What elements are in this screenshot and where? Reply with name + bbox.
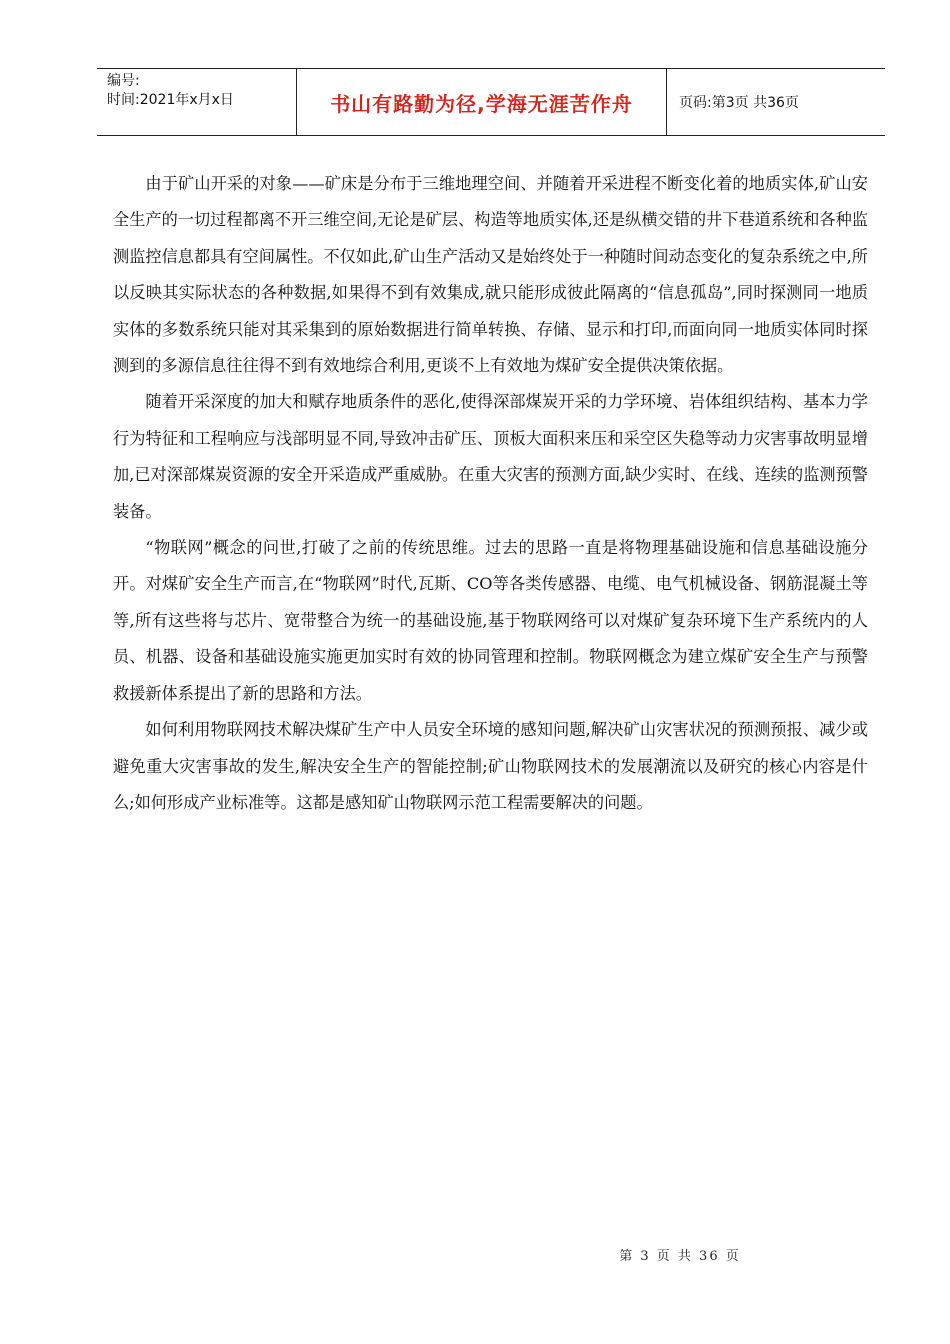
- header-page-code: 页码:第3页 共36页: [679, 95, 799, 111]
- header-meta: [97, 69, 297, 135]
- body-paragraph-4: 如何利用物联网技术解决煤矿生产中人员安全环境的感知问题,解决矿山灾害状况的预测预报、减少或避免重大灾害事故的发生,解决安全生产的智能控制;矿山物联网技术的发展潮流以及研究的核心内容是什么;如何形成产业标准等。这都是感知矿山物联网示范工程需要解决的问题。: [113, 720, 868, 812]
- document-time-label: 时间:2021年x月x日: [107, 92, 234, 108]
- page-footer: 第 3 页 共 36 页: [619, 1249, 741, 1264]
- page-header: [97, 68, 885, 136]
- header-motto: 书山有路勤为径,学海无涯苦作舟: [297, 69, 667, 135]
- body-paragraph-2: 随着开采深度的加大和赋存地质条件的恶化,使得深部煤炭开采的力学环境、岩体组织结构、基本力学行为特征和工程响应与浅部明显不同,导致冲击矿压、顶板大面积来压和采空区失稳等动力灾害事故明显增加,已对深部煤炭资源的安全开采造成严重威胁。在重大灾害的预测方面,缺少实时、在线、连续的监测预警装备。: [113, 392, 868, 521]
- body-paragraph-1: 由于矿山开采的对象——矿床是分布于三维地理空间、并随着开采进程不断变化着的地质实体,矿山安全生产的一切过程都离不开三维空间,无论是矿层、构造等地质实体,还是纵横交错的井下巷道系统和各种监测监控信息都具有空间属性。不仅如此,矿山生产活动又是始终处于一种随时间动态变化的复杂系统之中,所以反映其实际状态的各种数据,如果得不到有效集成,就只能形成彼此隔离的“信息孤岛”,同时探测同一地质实体的多数系统只能对其采集到的原始数据进行简单转换、存储、显示和打印,而面向同一地质实体同时探测到的多源信息往往得不到有效地综合利用,更谈不上有效地为煤矿安全提供决策依据。: [113, 174, 868, 376]
- document-body: [113, 166, 868, 821]
- body-paragraph-3: “物联网”概念的问世,打破了之前的传统思维。过去的思路一直是将物理基础设施和信息基础设施分开。对煤矿安全生产而言,在“物联网”时代,瓦斯、CO等各类传感器、电缆、电气机械设备、钢筋混凝土等等,所有这些将与芯片、宽带整合为统一的基础设施,基于物联网络可以对煤矿复杂环境下生产系统内的人员、机器、设备和基础设施实施更加实时有效的协同管理和控制。物联网概念为建立煤矿安全生产与预警救援新体系提出了新的思路和方法。: [113, 538, 868, 703]
- document-number-label: 编号:: [107, 73, 140, 89]
